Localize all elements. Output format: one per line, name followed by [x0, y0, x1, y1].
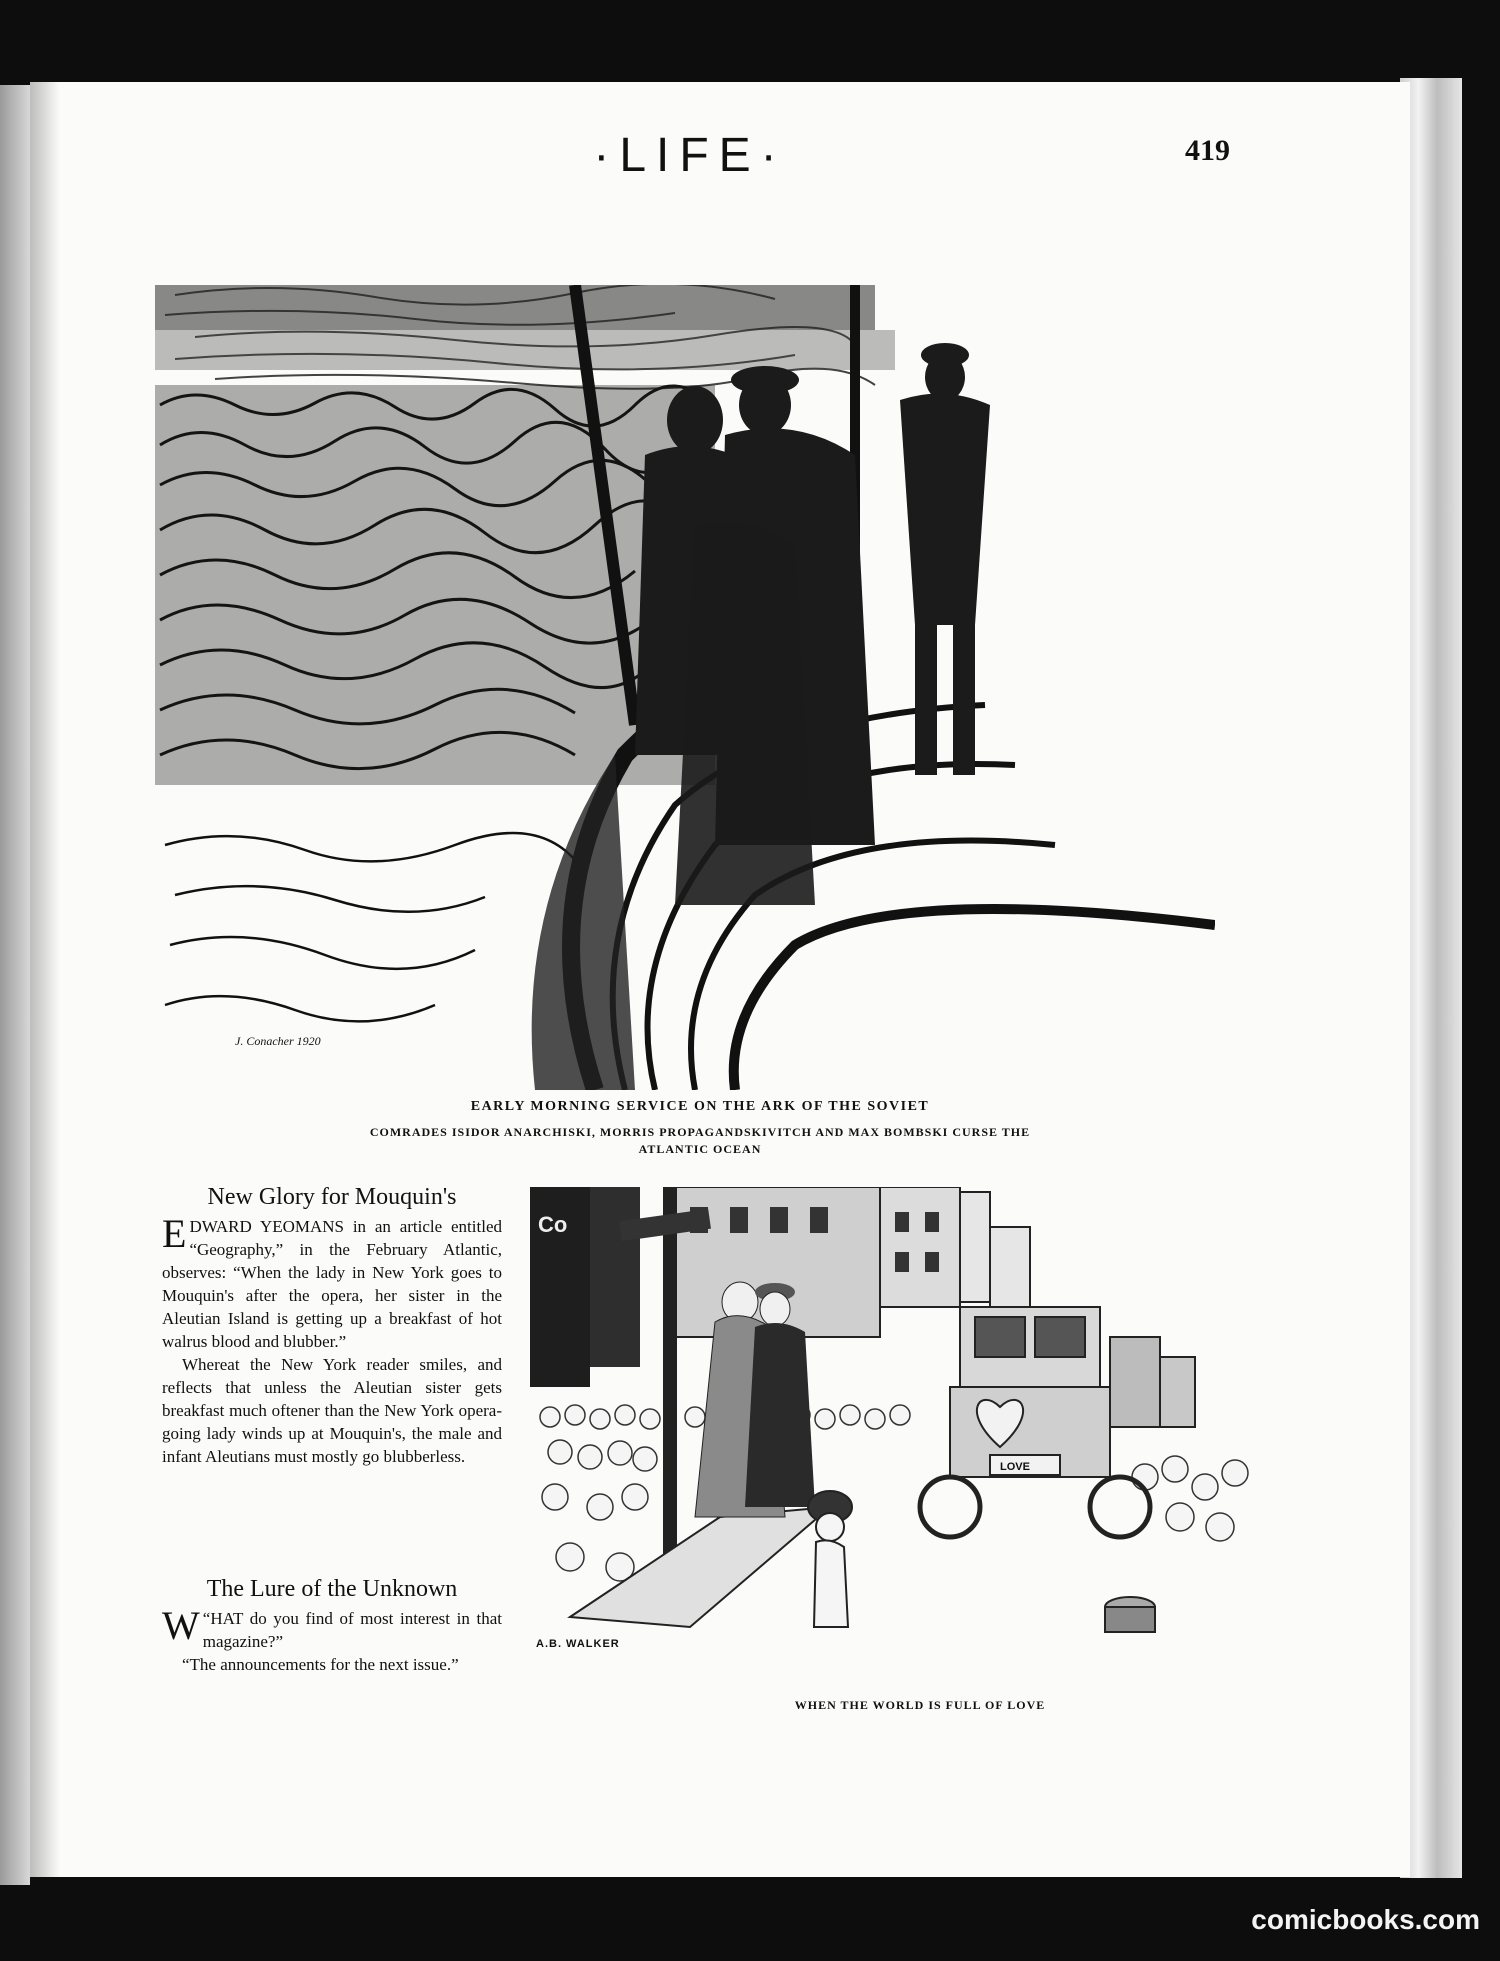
article-title: The Lure of the Unknown — [206, 1576, 458, 1602]
car-love-sign: LOVE — [1000, 1461, 1030, 1473]
basket — [1105, 1597, 1155, 1632]
top-cartoon-caption-line2: ATLANTIC OCEAN — [638, 1142, 762, 1156]
ark-of-soviet-illustration — [155, 285, 1215, 1090]
drop-cap: E — [162, 1211, 187, 1256]
top-cartoon-caption-line1: COMRADES ISIDOR ANARCHISKI, MORRIS PROPAGANDSKIVITCH AND MAX BOMBSKI CURSE THE — [369, 1125, 1031, 1139]
spine-shadow — [30, 82, 60, 1877]
shop-sign: Co — [538, 1212, 568, 1237]
top-cartoon-caption — [300, 1124, 1100, 1158]
article-title: New Glory for Mouquin's — [207, 1184, 457, 1210]
page-number: 419 — [1185, 134, 1230, 167]
article-new-glory — [162, 1186, 502, 1468]
cupid-with-hat-figure — [808, 1491, 852, 1627]
bottom-cartoon-signature: A.B. WALKER — [536, 1638, 620, 1650]
watermark: comicbooks.com — [1251, 1904, 1480, 1935]
article-paragraph: Whereat the New York reader smiles, and reflects that unless the Aleutian sister gets breakfast much oftener than the New York opera-going lady winds up at Mouquin's, the male and infant Aleutians must mostly go blubberless. — [162, 1355, 502, 1466]
article-paragraph: “The announcements for the next issue.” — [182, 1655, 459, 1674]
world-full-of-love-illustration — [530, 1187, 1295, 1652]
article-paragraph: EDWARD YEOMANS in an article entitled “Geography,” in the February Atlantic, observes: “When the lady in New York goes to Mouquin's after the opera, her sister in the Aleutian Island is getting up a breakfast of hot walrus blood and blubber.” — [162, 1211, 502, 1351]
article-lure-of-unknown — [162, 1578, 502, 1676]
bottom-cartoon-caption: WHEN THE WORLD IS FULL OF LOVE — [794, 1698, 1046, 1712]
previous-page-edge — [0, 85, 30, 1885]
masthead: ·LIFE· — [593, 129, 787, 182]
top-cartoon-caption-title: EARLY MORNING SERVICE ON THE ARK OF THE SOVIET — [470, 1099, 930, 1114]
drop-cap: W — [162, 1603, 200, 1648]
top-cartoon-signature: J. Conacher 1920 — [235, 1034, 321, 1048]
article-paragraph: “ W HAT do you find of most interest in that magazine?” — [162, 1603, 502, 1651]
